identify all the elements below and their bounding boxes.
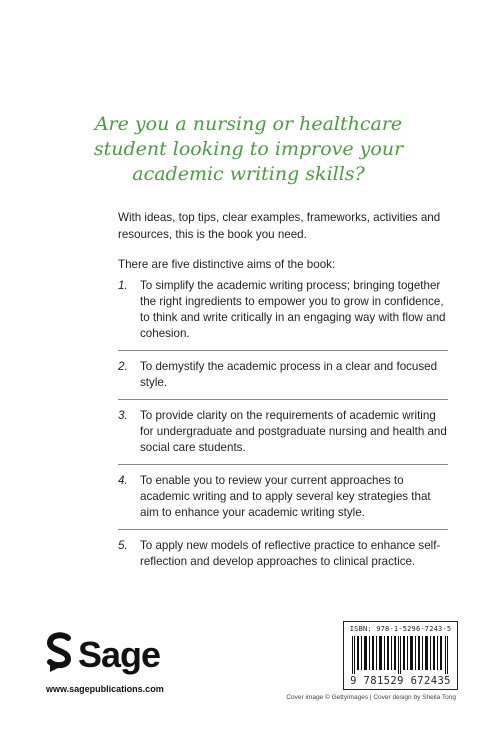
isbn-text: ISBN: 978-1-5296-7243-5 xyxy=(349,625,452,633)
back-cover-headline xyxy=(0,112,497,187)
headline-line-1: Are you a nursing or healthcare xyxy=(94,113,403,135)
barcode-digits: 9 781529 672435 xyxy=(350,675,451,687)
aim-number: 2. xyxy=(118,360,128,373)
divider xyxy=(118,464,448,465)
intro-paragraph: With ideas, top tips, clear examples, frameworks, activities and resources, this is the book you need. xyxy=(118,211,441,241)
divider xyxy=(118,529,448,530)
aim-number: 5. xyxy=(118,539,128,552)
aim-text: To demystify the academic process in a clear and focused style. xyxy=(140,360,438,389)
publisher-name: Sage xyxy=(78,634,161,675)
aims-intro: There are five distinctive aims of the book: xyxy=(118,258,336,271)
headline-line-2: student looking to improve your xyxy=(93,138,404,160)
aim-number: 3. xyxy=(118,409,128,422)
cover-credit: Cover image © Gettyimages | Cover design by Sheila Tong xyxy=(286,694,456,701)
list-item xyxy=(118,408,448,456)
divider xyxy=(118,350,448,351)
aim-text: To enable you to review your current approaches to academic writing and to apply several key strategies that aim to enhance your academic writing style. xyxy=(140,474,431,519)
publisher-url: www.sagepublications.com xyxy=(46,684,164,694)
publisher-logo xyxy=(46,632,160,678)
aim-number: 4. xyxy=(118,474,128,487)
aim-text: To provide clarity on the requirements of academic writing for undergraduate and postgraduate nursing and health and social care students. xyxy=(140,409,447,454)
list-item xyxy=(118,359,448,391)
list-item xyxy=(118,538,448,570)
headline-line-3: academic writing skills? xyxy=(132,163,365,185)
aim-text: To simplify the academic writing process; bringing together the right ingredients to empower you to grow in confidence, to think and write critically in an engaging way with flow and cohesion. xyxy=(140,279,446,340)
aims-list xyxy=(118,278,448,570)
list-item xyxy=(118,473,448,521)
barcode-bars xyxy=(350,636,451,674)
sage-logo-icon xyxy=(46,632,72,678)
aim-number: 1. xyxy=(118,279,128,292)
divider xyxy=(118,399,448,400)
list-item xyxy=(118,278,448,342)
aim-text: To apply new models of reflective practice to enhance self-reflection and develop approaches to clinical practice. xyxy=(140,539,441,568)
barcode xyxy=(343,621,458,690)
